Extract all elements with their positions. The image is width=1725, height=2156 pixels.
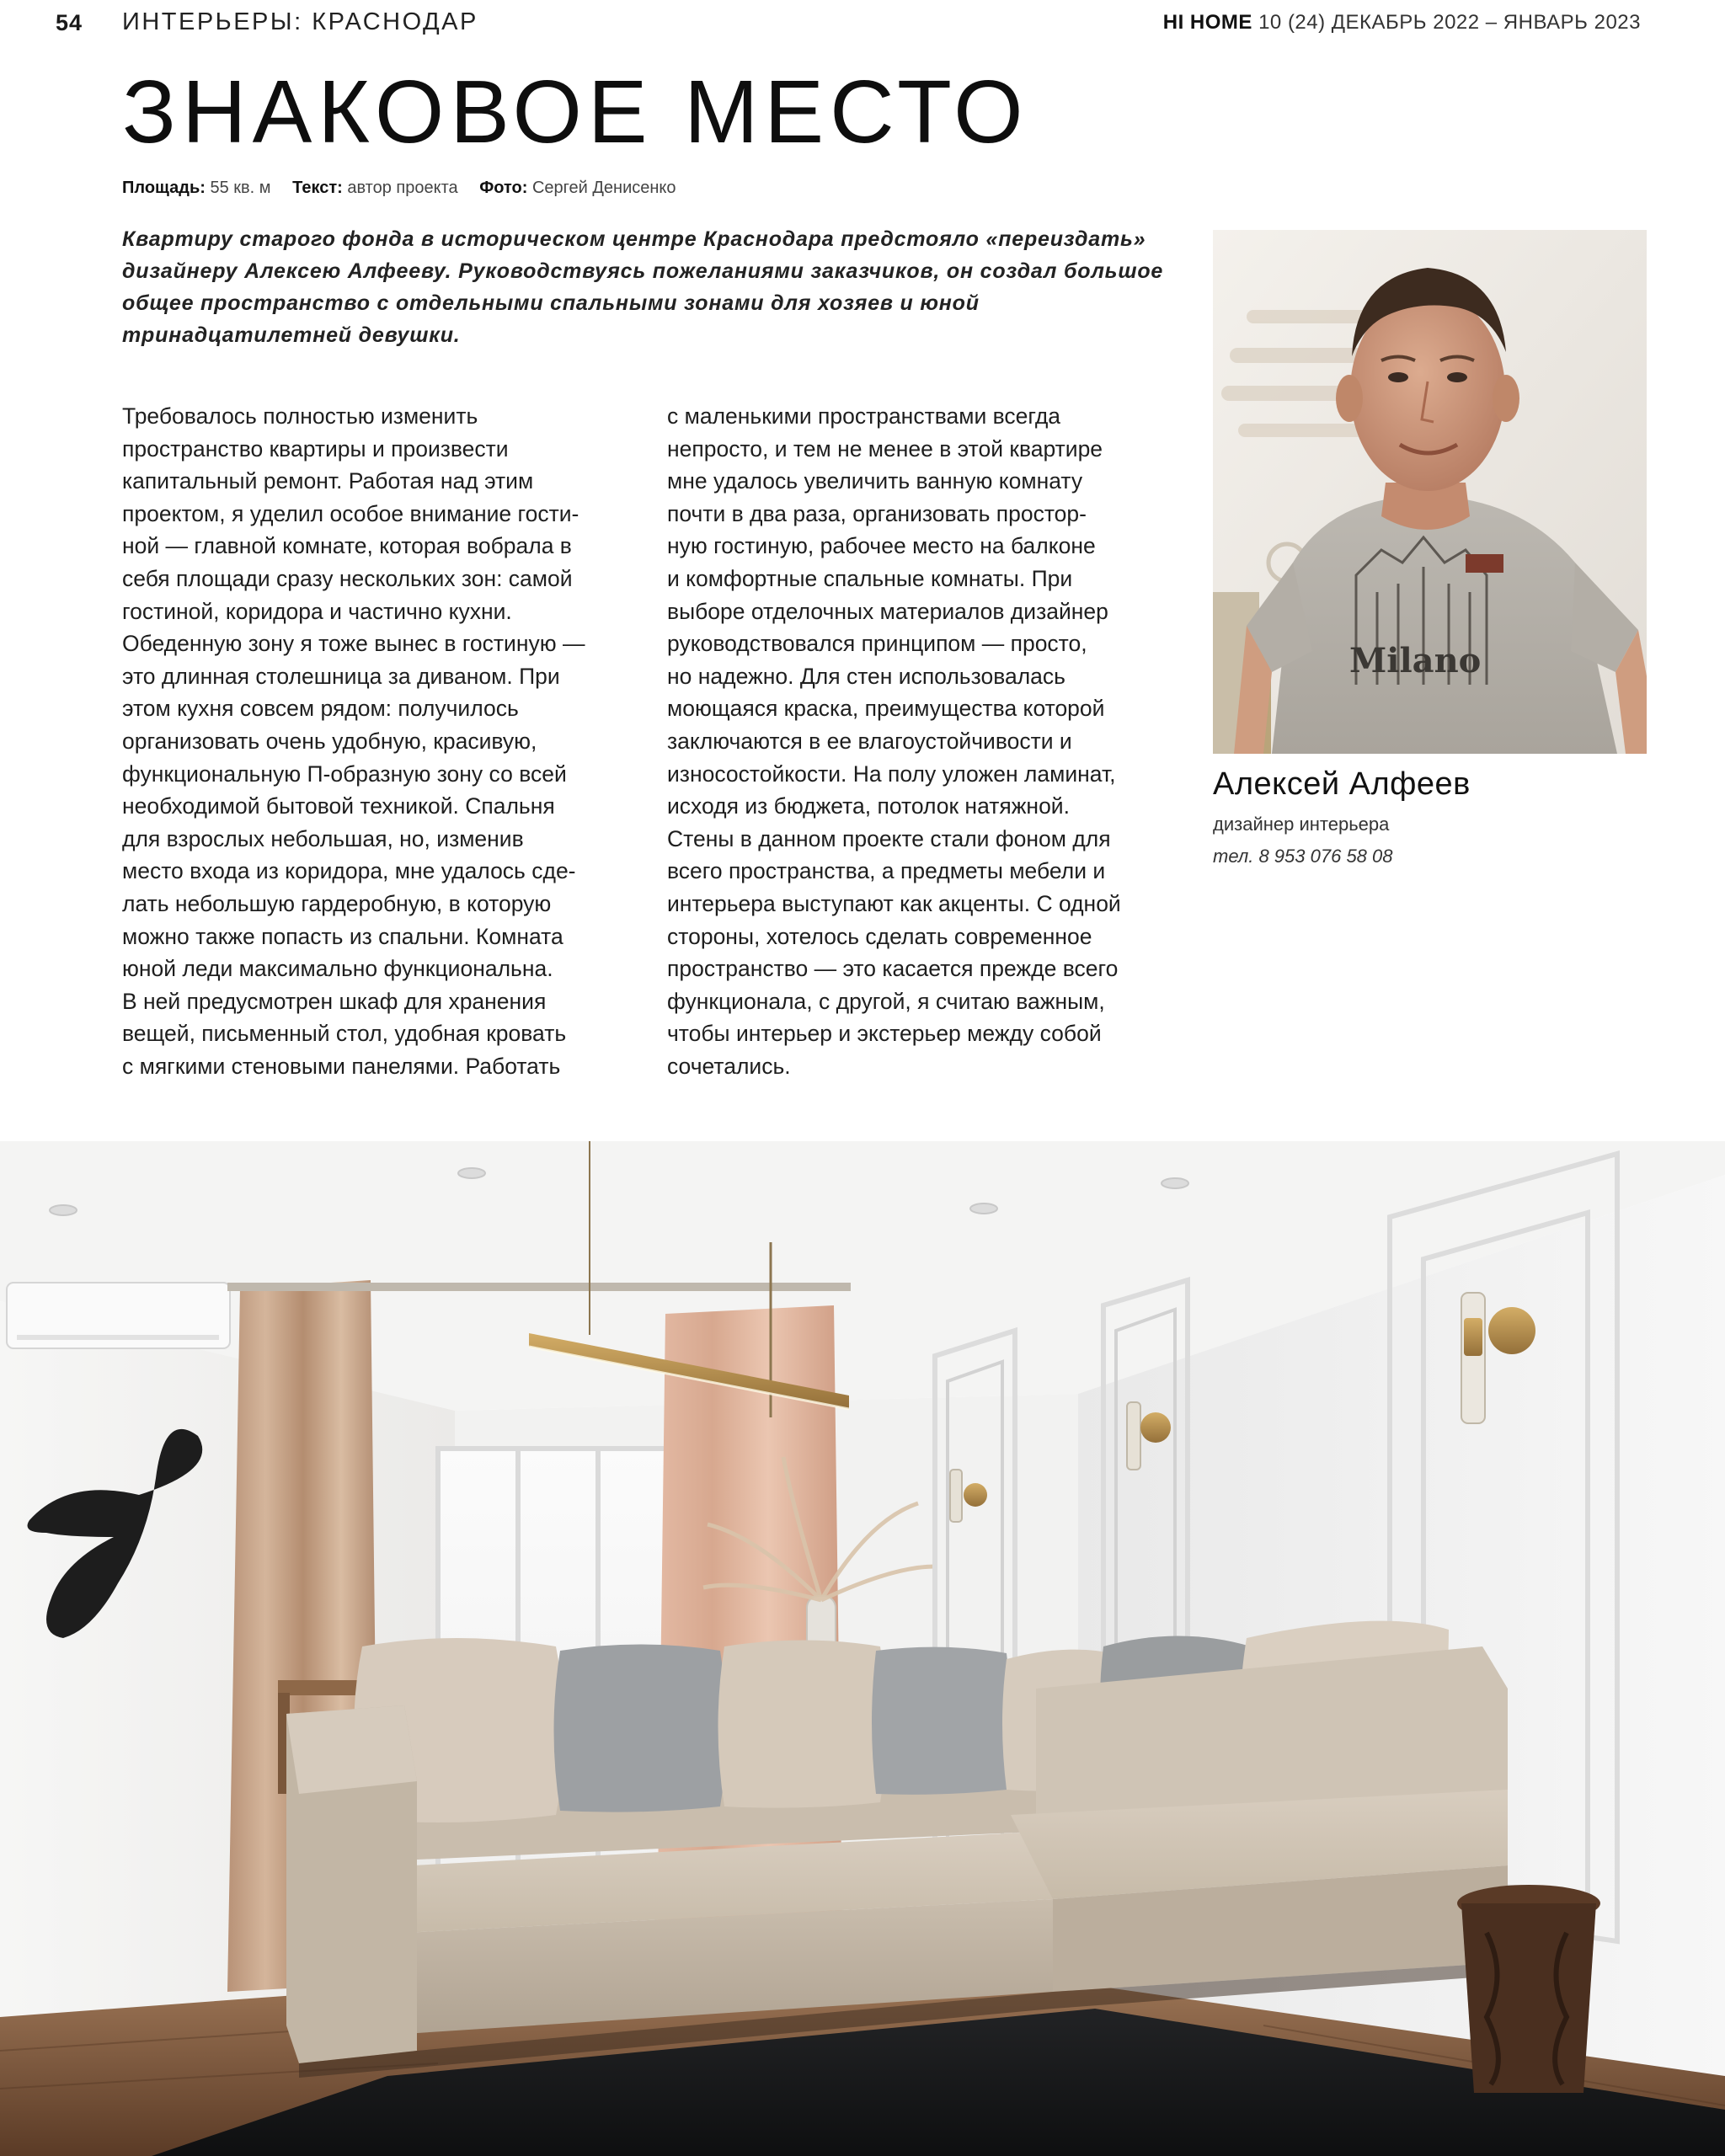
body-line: стороны, хотелось сделать современное [667, 923, 1092, 949]
article-lead: Квартиру старого фонда в историческом центре Краснодара предстояло «переиздать» дизайнеру Алексею Алфееву. Руководствуясь пожеланиями заказчиков, он создал большое общее пространство с отдельными спальными зонами для хозяев и юной тринадцатилетней девушки. [122, 227, 1164, 347]
body-line: организовать очень удобную, красивую, [122, 728, 537, 754]
body-line: Стены в данном проекте стали фоном для [667, 825, 1111, 851]
designer-photo [1213, 230, 1647, 754]
article-title: ЗНАКОВОЕ МЕСТО [122, 62, 1029, 162]
body-line: место входа из коридора, мне удалось сде- [122, 858, 576, 884]
designer-phone: тел. 8 953 076 58 08 [1213, 846, 1393, 867]
issue-info [1163, 11, 1641, 35]
body-line: юной леди максимально функциональна. [122, 956, 553, 982]
body-line: выборе отделочных материалов дизайнер [667, 598, 1108, 624]
body-line: непросто, и тем не менее в этой квартире [667, 435, 1103, 462]
body-line: чтобы интерьер и экстерьер между собой [667, 1021, 1102, 1047]
body-line: интерьера выступают как акценты. С одной [667, 890, 1121, 916]
article-credits [122, 179, 693, 198]
body-line: проектом, я уделил особое внимание гости- [122, 500, 579, 526]
body-line: Требовалось полностью изменить [122, 403, 478, 429]
body-line: Обеденную зону я тоже вынес в гостиную — [122, 631, 585, 657]
body-line: для взрослых небольшая, но, изменив [122, 825, 524, 851]
credit-area: Площадь: 55 кв. м [122, 179, 271, 197]
body-line: лать небольшую гардеробную, в которую [122, 890, 552, 916]
section-title: ИНТЕРЬЕРЫ: КРАСНОДАР [122, 8, 478, 35]
body-line: себя площади сразу нескольких зон: самой [122, 565, 573, 591]
body-line: почти в два раза, организовать простор- [667, 500, 1087, 526]
body-line: пространство — это касается прежде всего [667, 956, 1119, 982]
body-column-2 [667, 400, 1121, 1082]
credit-text: Текст: автор проекта [292, 179, 458, 197]
body-line: функционала, с другой, я считаю важным, [667, 988, 1105, 1014]
credit-photo: Фото: Сергей Денисенко [479, 179, 676, 197]
body-line: капитальный ремонт. Работая над этим [122, 468, 534, 494]
body-line: всего пространства, а предметы мебели и [667, 858, 1106, 884]
page-number: 54 [56, 10, 83, 35]
magazine-name: HI HOME [1162, 11, 1252, 34]
designer-name: Алексей Алфеев [1213, 766, 1471, 802]
shirt-text: Milano [1349, 641, 1482, 680]
body-line: с маленькими пространствами всегда [667, 403, 1061, 429]
body-line: с мягкими стеновыми панелями. Работать [122, 1053, 561, 1079]
body-line: это длинная столешница за диваном. При [122, 663, 560, 689]
body-line: и комфортные спальные комнаты. При [667, 565, 1073, 591]
living-room-photo [0, 1141, 1725, 2156]
body-line: износостойкости. На полу уложен ламинат, [667, 760, 1116, 787]
body-line: функциональную П-образную зону со всей [122, 760, 567, 787]
issue-date: 10 (24) ДЕКАБРЬ 2022 – ЯНВАРЬ 2023 [1258, 11, 1641, 34]
body-line: ную гостиную, рабочее место на балконе [667, 533, 1096, 559]
body-line: можно также попасть из спальни. Комната [122, 923, 563, 949]
body-line: В ней предусмотрен шкаф для хранения [122, 988, 547, 1014]
body-line: сочетались. [667, 1053, 791, 1079]
body-line: заключаются в ее влагоустойчивости и [667, 728, 1072, 754]
body-line: но надежно. Для стен использовалась [667, 663, 1065, 689]
body-line: этом кухня совсем рядом: получилось [122, 696, 519, 722]
body-line: необходимой бытовой техникой. Спальня [122, 793, 555, 819]
body-line: руководствовался принципом — просто, [667, 631, 1087, 657]
body-line: пространство квартиры и произвести [122, 435, 509, 462]
body-line: моющаяся краска, преимущества которой [667, 696, 1105, 722]
body-line: вещей, письменный стол, удобная кровать [122, 1021, 567, 1047]
body-line: гостиной, коридора и частично кухни. [122, 598, 512, 624]
body-column-1 [122, 400, 585, 1082]
body-line: ной — главной комнате, которая вобрала в [122, 533, 572, 559]
body-line: мне удалось увеличить ванную комнату [667, 468, 1083, 494]
body-line: исходя из бюджета, потолок натяжной. [667, 793, 1070, 819]
designer-role: дизайнер интерьера [1213, 814, 1390, 835]
